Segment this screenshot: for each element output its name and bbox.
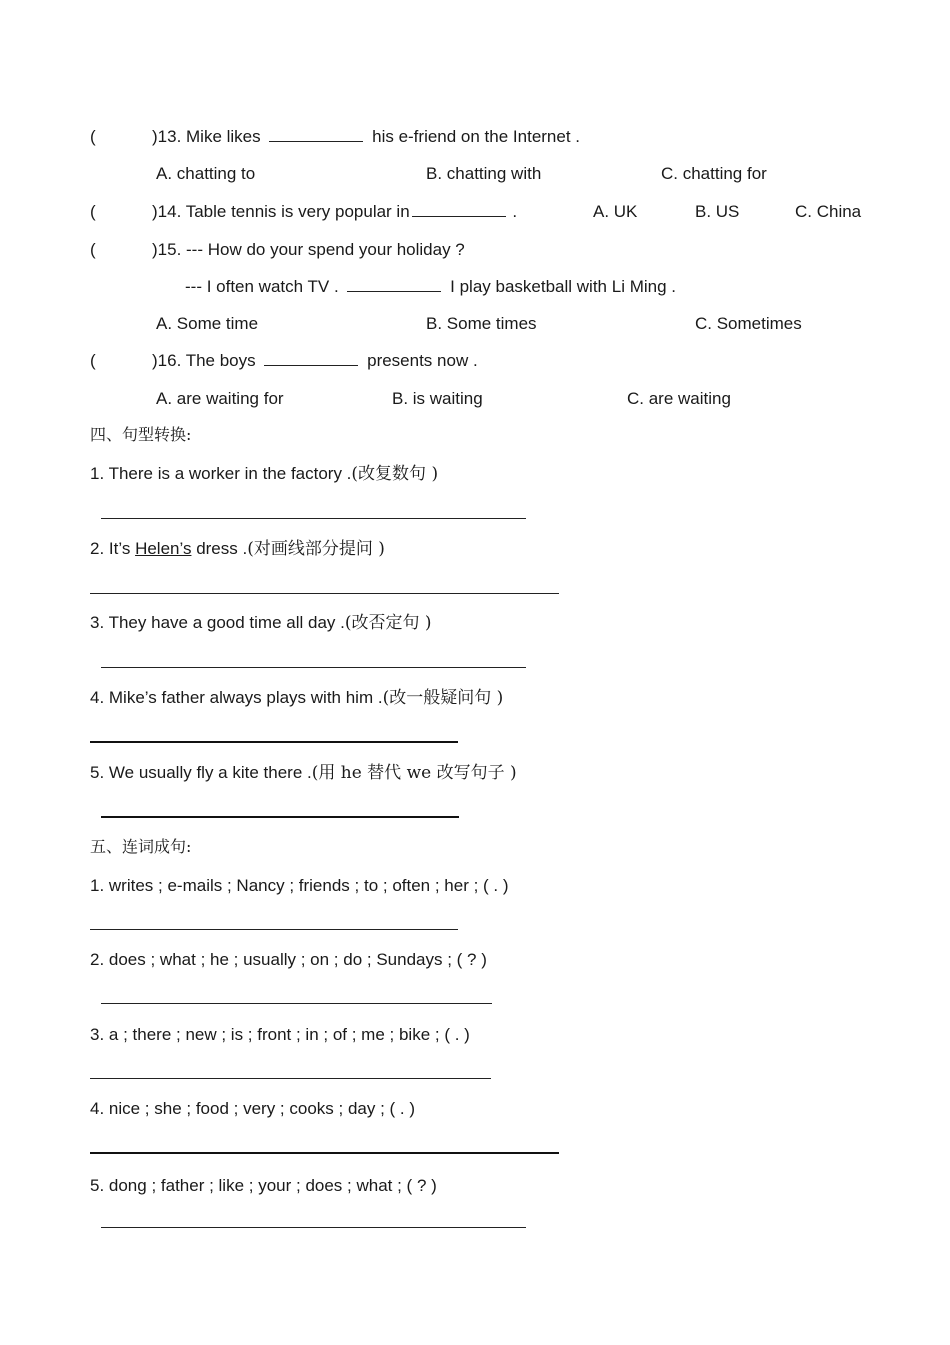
answer-line-5-2[interactable] bbox=[101, 1003, 492, 1004]
transform-item-2 bbox=[90, 539, 385, 559]
answer-line-4-5[interactable] bbox=[101, 816, 459, 818]
answer-line-4-4[interactable] bbox=[90, 741, 458, 743]
question-15-line2-post: I play basketball with Li Ming . bbox=[450, 277, 676, 296]
reorder-item-2: 2. does ; what ; he ; usually ; on ; do ; Sundays ; ( ? ) bbox=[90, 950, 487, 969]
question-14 bbox=[152, 202, 517, 222]
transform-item-2-pre: 2. It’s bbox=[90, 539, 131, 558]
answer-line-4-3[interactable] bbox=[101, 667, 526, 668]
option-16-b: B. is waiting bbox=[392, 389, 483, 408]
answer-line-4-1[interactable] bbox=[101, 518, 526, 519]
option-14-b: B. US bbox=[695, 202, 740, 221]
option-15-a: A. Some time bbox=[156, 314, 259, 333]
option-13-c: C. chatting for bbox=[661, 164, 767, 183]
transform-item-1-text: 1. There is a worker in the factory . bbox=[90, 464, 352, 483]
option-16-a: A. are waiting for bbox=[156, 389, 284, 408]
transform-item-1-hint: (改复数句 ) bbox=[351, 464, 439, 484]
reorder-item-3: 3. a ; there ; new ; is ; front ; in ; of ; me ; bike ; ( . ) bbox=[90, 1025, 470, 1044]
option-13-a: A. chatting to bbox=[156, 164, 256, 183]
answer-line-5-1[interactable] bbox=[90, 929, 458, 930]
reorder-item-5: 5. dong ; father ; like ; your ; does ; what ; ( ? ) bbox=[90, 1176, 437, 1195]
reorder-item-1: 1. writes ; e-mails ; Nancy ; friends ; to ; often ; her ; ( . ) bbox=[90, 876, 509, 895]
transform-item-4-hint: (改一般疑问句 ) bbox=[382, 688, 504, 708]
paren-16: ( bbox=[90, 351, 96, 370]
option-16-c: C. are waiting bbox=[627, 389, 731, 408]
paren-15: ( bbox=[90, 240, 96, 259]
answer-line-5-3[interactable] bbox=[90, 1078, 491, 1079]
transform-item-5-text: 5. We usually fly a kite there . bbox=[90, 763, 312, 782]
paren-14: ( bbox=[90, 202, 96, 221]
answer-blank-14[interactable] bbox=[412, 202, 506, 217]
answer-line-5-5[interactable] bbox=[101, 1227, 526, 1228]
transform-item-1 bbox=[90, 464, 438, 484]
question-16-tail: presents now . bbox=[367, 351, 478, 370]
transform-item-4-text: 4. Mike’s father always plays with him . bbox=[90, 688, 383, 707]
option-15-c: C. Sometimes bbox=[695, 314, 802, 333]
question-13 bbox=[152, 127, 580, 147]
transform-item-2-post: dress . bbox=[196, 539, 248, 558]
answer-line-5-4[interactable] bbox=[90, 1152, 559, 1154]
transform-item-4 bbox=[90, 688, 503, 708]
option-14-c: C. China bbox=[795, 202, 862, 221]
paren-13: ( bbox=[90, 127, 96, 146]
transform-item-5-hint: (用 he 替代 we 改写句子 ) bbox=[311, 763, 517, 783]
answer-blank-13[interactable] bbox=[269, 127, 363, 142]
question-16 bbox=[152, 351, 478, 371]
question-14-stem: )14. Table tennis is very popular in bbox=[152, 202, 410, 221]
transform-item-3-text: 3. They have a good time all day . bbox=[90, 613, 345, 632]
transform-item-3-hint: (改否定句 ) bbox=[344, 613, 432, 633]
reorder-item-4: 4. nice ; she ; food ; very ; cooks ; day ; ( . ) bbox=[90, 1099, 416, 1118]
question-15-line2 bbox=[185, 277, 676, 297]
answer-blank-16[interactable] bbox=[264, 351, 358, 366]
question-16-stem: )16. The boys bbox=[152, 351, 256, 370]
answer-blank-15[interactable] bbox=[347, 277, 441, 292]
transform-item-2-underlined: Helen’s bbox=[135, 539, 192, 558]
question-14-tail: . bbox=[512, 202, 518, 221]
question-13-tail: his e-friend on the Internet . bbox=[372, 127, 581, 146]
option-15-b: B. Some times bbox=[426, 314, 537, 333]
section-4-heading: 四、句型转换: bbox=[90, 425, 192, 444]
option-13-b: B. chatting with bbox=[426, 164, 542, 183]
transform-item-3 bbox=[90, 613, 432, 633]
question-15-stem: )15. --- How do your spend your holiday ? bbox=[152, 240, 465, 259]
option-14-a: A. UK bbox=[593, 202, 638, 221]
question-15-line2-pre: --- I often watch TV . bbox=[185, 277, 339, 296]
section-5-heading: 五、连词成句: bbox=[90, 837, 192, 856]
answer-line-4-2[interactable] bbox=[90, 593, 559, 594]
transform-item-2-hint: (对画线部分提问 ) bbox=[247, 539, 385, 559]
transform-item-5 bbox=[90, 763, 517, 783]
question-13-stem: )13. Mike likes bbox=[152, 127, 261, 146]
